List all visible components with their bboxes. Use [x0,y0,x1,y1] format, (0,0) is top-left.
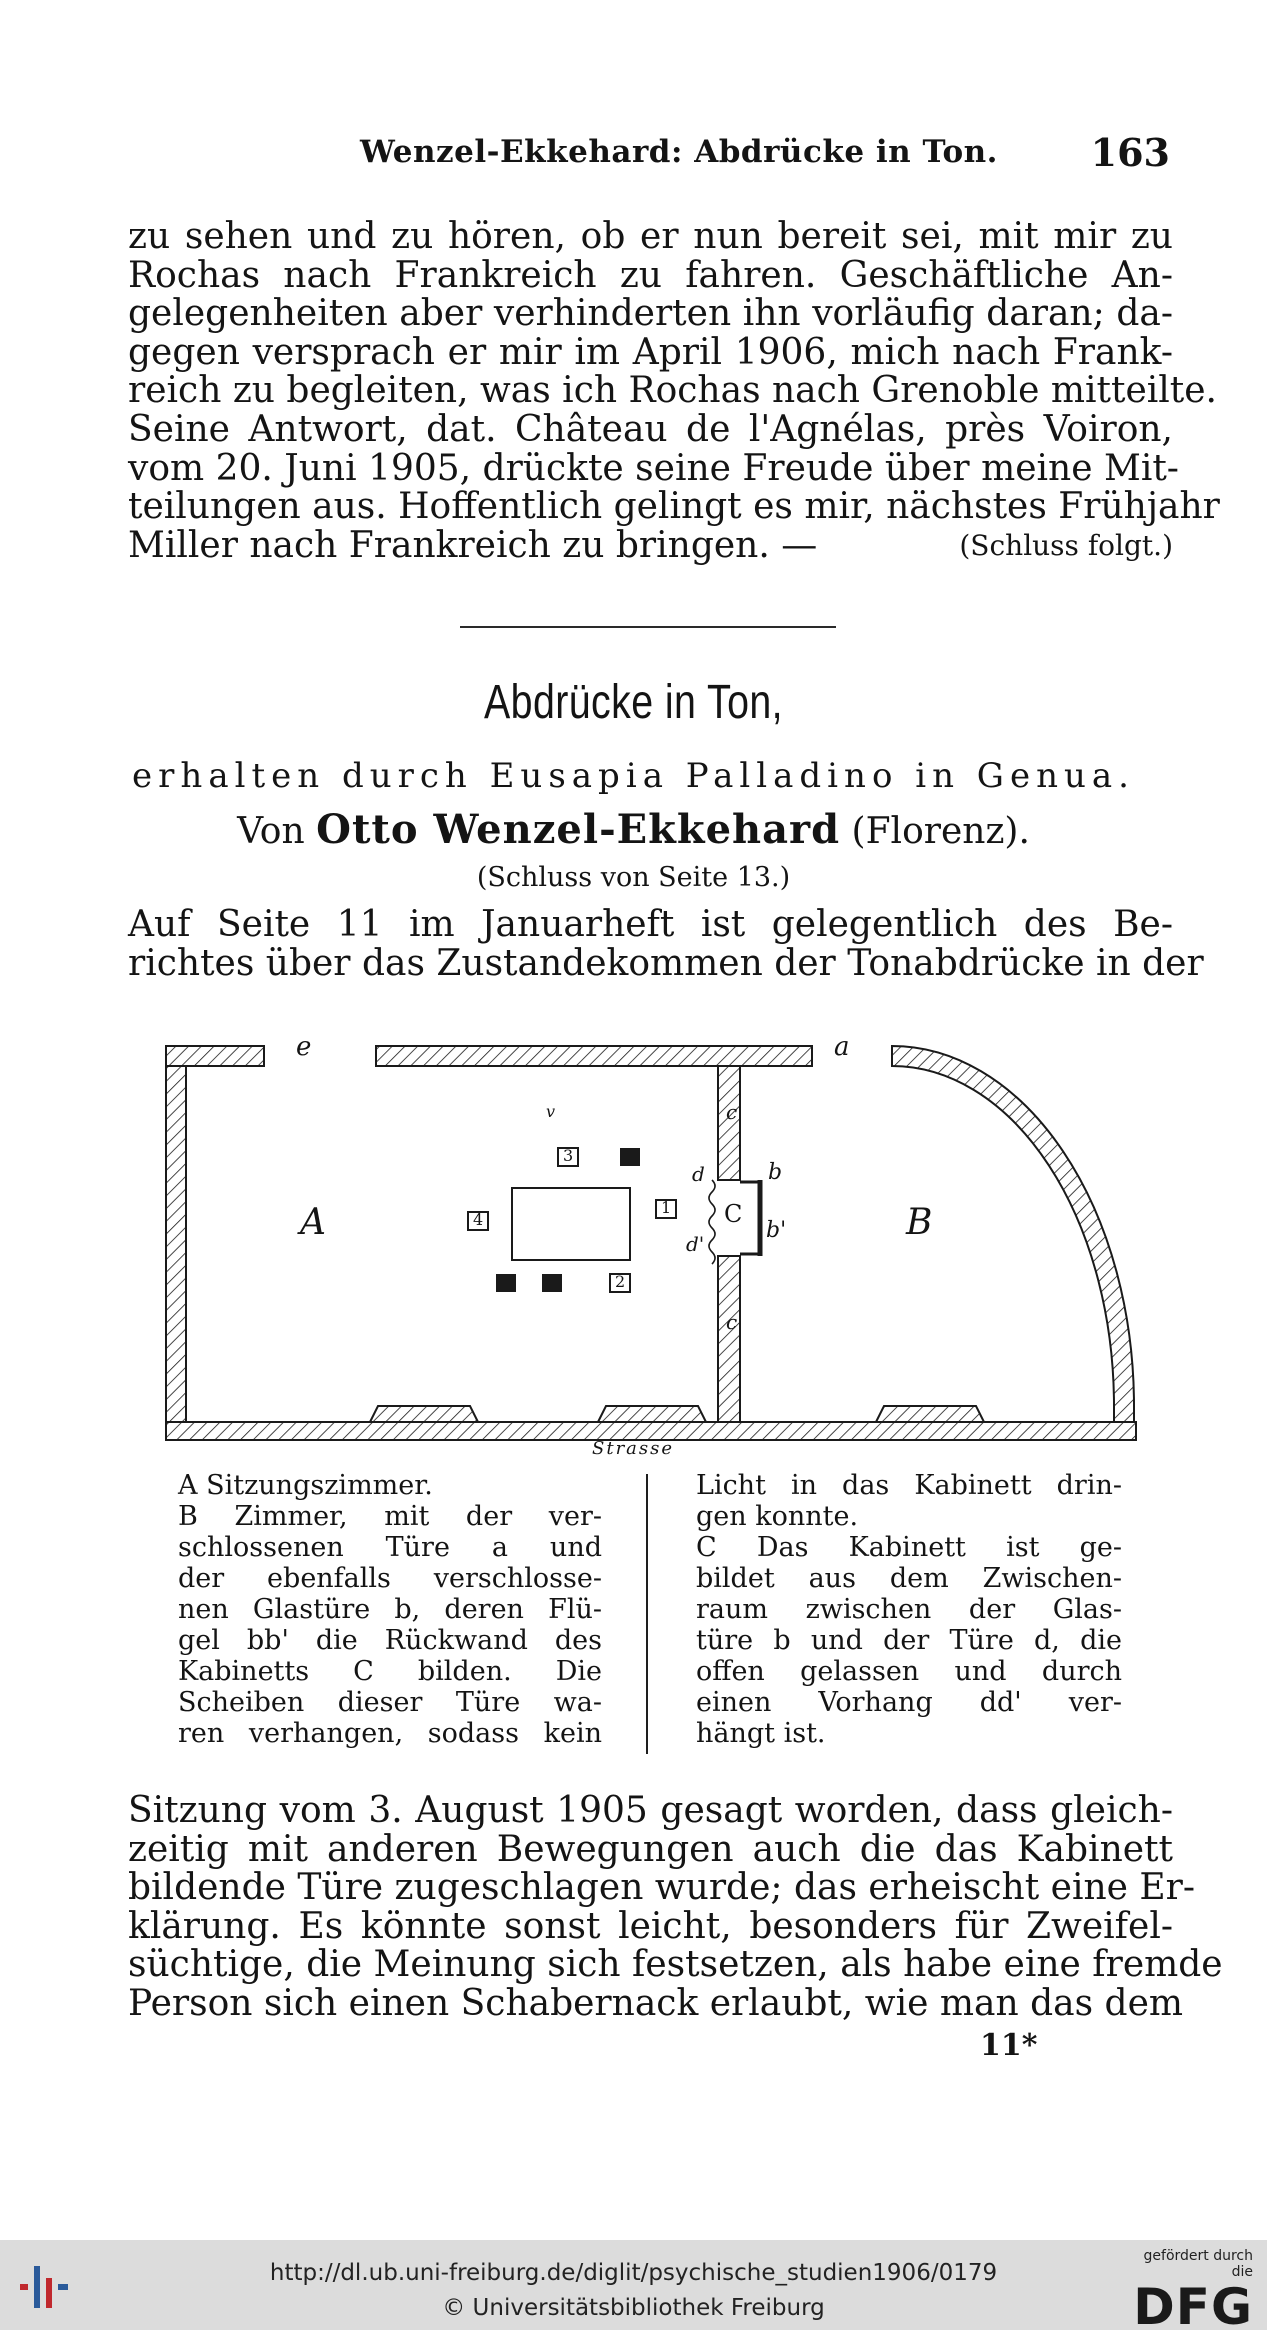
text-line: zeitig mit anderen Bewegungen auch die das Kabinett [128,1828,1173,1870]
caption-line: schlossenen Türe a und [178,1532,602,1563]
text-line: klärung. Es könnte sonst leicht, besonders für Zweifel- [128,1905,1173,1947]
caption-line: ren verhangen, sodass kein [178,1718,602,1749]
caption-line: bildet aus dem Zwischen- [696,1563,1122,1594]
label-wall-c-top: c [726,1100,738,1124]
label-box-3: 3 [563,1146,574,1165]
caption-line: gel bb' die Rückwand des [178,1625,602,1656]
figure-caption-right [696,1470,1122,1749]
text-line: Person sich einen Schabernack erlaubt, wie man das dem [128,1982,1184,2024]
text-line: Sitzung vom 3. August 1905 gesagt worden, dass gleich- [128,1790,1173,1831]
closing-note: (Schluss folgt.) [959,528,1173,562]
paragraph-continuation [128,216,1220,566]
label-room-a: A [300,1202,326,1243]
black-box [620,1148,640,1166]
running-title: Wenzel-Ekkehard: Abdrücke in Ton. [360,134,998,170]
text-line: reich zu begleiten, was ich Rochas nach Grenoble mitteilte. [128,370,1217,412]
dfg-logo: DFG [1133,2278,1253,2336]
label-door-e: e [296,1032,312,1062]
wall-left [166,1066,186,1440]
paragraph-intro [128,904,1204,984]
paragraph-main [128,1790,1223,2024]
curtain-line [709,1180,715,1264]
caption-line: gen konnte. [696,1501,859,1532]
page-number: 163 [1090,130,1170,175]
text-line: zu sehen und zu hören, ob er nun bereit sei, mit mir zu [128,216,1173,257]
byline-prefix: Von [237,811,305,852]
text-line: süchtige, die Meinung sich festsetzen, als habe eine fremde [128,1944,1223,1986]
floor-plan-figure [160,1032,1140,1459]
author-name: Otto Wenzel-Ekkehard [316,806,841,853]
caption-line: A Sitzungszimmer. [178,1470,433,1501]
text-line: gegen versprach er mir im April 1906, mich nach Frank- [128,331,1173,373]
caption-line: C Das Kabinett ist ge- [696,1532,1122,1563]
label-curtain-d2: d' [686,1232,705,1256]
continued-note: (Schluss von Seite 13.) [476,862,791,893]
label-box-4: 4 [473,1210,484,1229]
furniture [468,1148,676,1292]
viewer-footer [0,2240,1267,2336]
caption-line: Kabinetts C bilden. Die [178,1656,602,1687]
sponsor-note: gefördert durch die [1143,2248,1253,2280]
dfg-sponsor[interactable] [1123,2248,1253,2336]
caption-line: Licht in das Kabinett drin- [696,1470,1122,1501]
black-box [542,1274,562,1292]
text-line: richtes über das Zustandekommen der Tonabdrücke in der [128,942,1204,984]
caption-line: hängt ist. [696,1718,826,1749]
figure-caption-left [178,1470,602,1749]
caption-line: einen Vorhang dd' ver- [696,1687,1122,1718]
label-wall-c-bottom: c [726,1310,738,1334]
seance-table [512,1188,630,1260]
floor-plan-drawing [160,1036,1140,1456]
wall-top-left [166,1046,264,1066]
black-box [496,1274,516,1292]
label-door-a: a [834,1032,850,1062]
text-line: vom 20. Juni 1905, drückte seine Freude über meine Mit- [128,447,1179,489]
label-street: Strasse [592,1438,675,1459]
wall-top-middle [376,1046,812,1066]
caption-line: der ebenfalls verschlosse- [178,1563,602,1594]
caption-line: nen Glastüre b, deren Flü- [178,1594,602,1625]
byline [0,806,1267,853]
text-line: Rochas nach Frankreich zu fahren. Geschäftliche An- [128,254,1173,296]
text-line-content: Miller nach Frankreich zu bringen. — [128,524,818,566]
permalink-url[interactable]: http://dl.ub.uni-freiburg.de/diglit/psychische_studien1906/0179 [269,2260,998,2286]
article-title: Abdrücke in Ton, [483,676,784,729]
label-curtain-d: d [692,1162,705,1186]
caption-line: Scheiben dieser Türe wa- [178,1687,602,1718]
label-room-b: B [906,1202,933,1243]
wall-partition-lower [718,1256,740,1440]
caption-line: raum zwischen der Glas- [696,1594,1122,1625]
text-line: gelegenheiten aber verhinderten ihn vorläufig daran; da- [128,293,1173,335]
running-head [130,130,1170,184]
text-line [128,524,1173,566]
copyright-text: © Universitätsbibliothek Freiburg [442,2295,825,2321]
caption-line: türe b und der Türe d, die [696,1625,1122,1656]
label-box-2: 2 [615,1272,626,1291]
walls [166,1046,1136,1440]
signature-mark: 11* [980,2028,1038,2063]
label-glass-door-b2: b' [766,1218,787,1243]
label-box-1: 1 [661,1198,672,1217]
author-location: (Florenz). [851,811,1030,852]
caption-line: offen gelassen und durch [696,1656,1122,1687]
article-subtitle: erhalten durch Eusapia Palladino in Genua. [132,756,1135,796]
caption-column-rule [646,1474,648,1754]
window-notches [370,1406,984,1422]
text-line: teilungen aus. Hoffentlich gelingt es mir, nächstes Frühjahr [128,486,1220,528]
label-cabinet-c: C [724,1200,743,1228]
caption-line: B Zimmer, mit der ver- [178,1501,602,1532]
section-divider [460,626,836,628]
text-line: Seine Antwort, dat. Château de l'Agnélas, près Voiron, [128,408,1173,450]
label-mark-v: v [546,1102,556,1121]
text-line: Auf Seite 11 im Januarheft ist gelegentlich des Be- [128,904,1173,945]
label-glass-door-b: b [768,1160,783,1185]
text-line: bildende Türe zugeschlagen wurde; das erheischt eine Er- [128,1867,1196,1909]
